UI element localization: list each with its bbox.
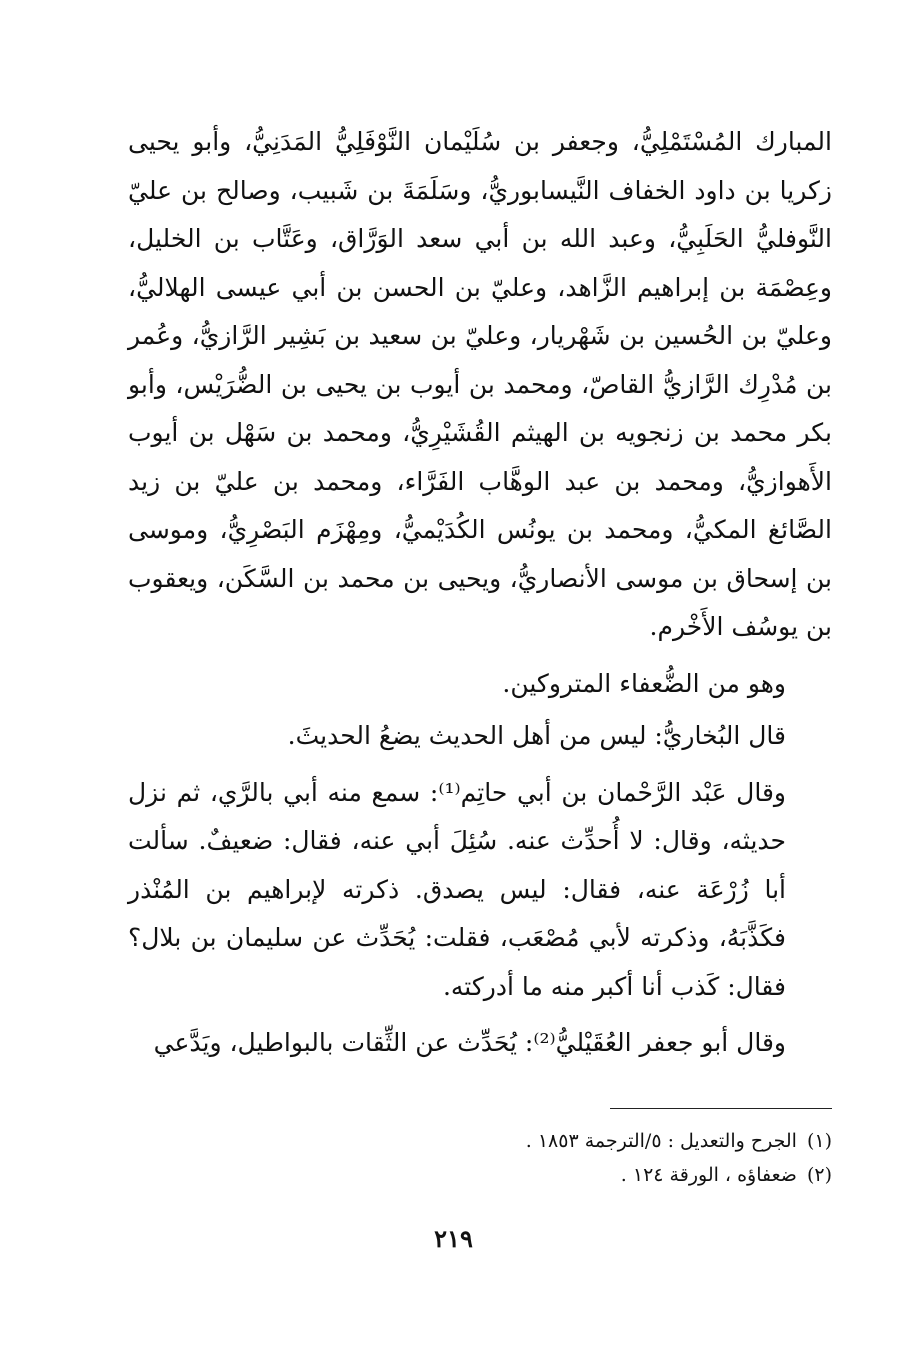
paragraph-narrators-list: المبارك المُسْتَمْلِيُّ، وجعفر بن سُلَيْمان النَّوْفَلِيُّ المَدَنِيُّ، وأبو يحيى زكريا بن داود الخفاف النَّيسابوريُّ، وسَلَمَةَ بن شَبيب، وصالح بن عليّ النَّوفليُّ الحَلَبِيُّ، وعبد الله بن أبي سعد الوَرَّاق، وعَتَّاب بن الخليل، وعِصْمَة بن إبراهيم الزَّاهد، وعليّ بن الحسن بن أبي عيسى الهلاليُّ، وعليّ بن الحُسين بن شَهْريار، وعليّ بن سعيد بن بَشِير الرَّازيُّ، وعُمر بن مُدْرِك الرَّازيُّ القاصّ، ومحمد بن أيوب بن يحيى بن الضُّرَيْس، وأبو بكر محمد بن زنجويه بن الهيثم القُشَيْرِيُّ، ومحمد بن سَهْل بن أيوب الأَهوازيُّ، ومحمد بن عبد الوهَّاب الفَرَّاء، ومحمد بن عليّ بن زيد الصَّائغ المكيُّ، ومحمد بن يونُس الكُدَيْميُّ، ومِهْزَم البَصْرِيُّ، وموسى بن إسحاق بن موسى الأنصاريُّ، ويحيى بن محمد بن السَّكَن، ويعقوب بن يوسُف الأَخْرم. <box>128 127 832 641</box>
footnote-item <box>332 1124 832 1158</box>
paragraph-uqayli-quote: وقال أبو جعفر العُقَيْليُّ⁽²⁾: يُحَدِّث عن الثِّقات بالبواطيل، ويَدَّعي <box>153 1028 786 1057</box>
paragraph-weak-narrators: وهو من الضُّعفاء المتروكين. <box>502 668 786 698</box>
footnote-item <box>332 1158 832 1192</box>
footnotes <box>332 1124 832 1192</box>
paragraph-abi-hatim-quote: وقال عَبْد الرَّحْمان بن أبي حاتِم⁽¹⁾: سمع منه أبي بالرَّي، ثم نزل حديثه، وقال: لا أُحدِّث عنه. سُئِلَ أبي عنه، فقال: ضعيفٌ. سألت أبا زُرْعَة عنه، فقال: ليس يصدق. ذكرته لإبراهيم بن المُنْذر فكَذَّبَهُ، وذكرته لأبي مُصْعَب، فقلت: يُحَدِّث عن سليمان بن بلال؟ فقال: كَذب أنا أكبر منه ما أدركته. <box>128 777 786 1001</box>
page-number: ٢١٩ <box>434 1224 473 1253</box>
paragraph-bukhari-quote: قال البُخاريُّ: ليس من أهل الحديث يضعُ الحديثَ. <box>287 721 786 750</box>
footnote-text: الجرح والتعديل : ٥/الترجمة ١٨٥٣ . <box>525 1130 797 1152</box>
footnote-text: ضعفاؤه ، الورقة ١٢٤ . <box>620 1164 797 1186</box>
footnote-number: (١) <box>806 1130 832 1152</box>
page-body <box>128 118 832 1068</box>
footnote-number: (٢) <box>806 1164 832 1186</box>
footnote-divider <box>610 1108 832 1109</box>
